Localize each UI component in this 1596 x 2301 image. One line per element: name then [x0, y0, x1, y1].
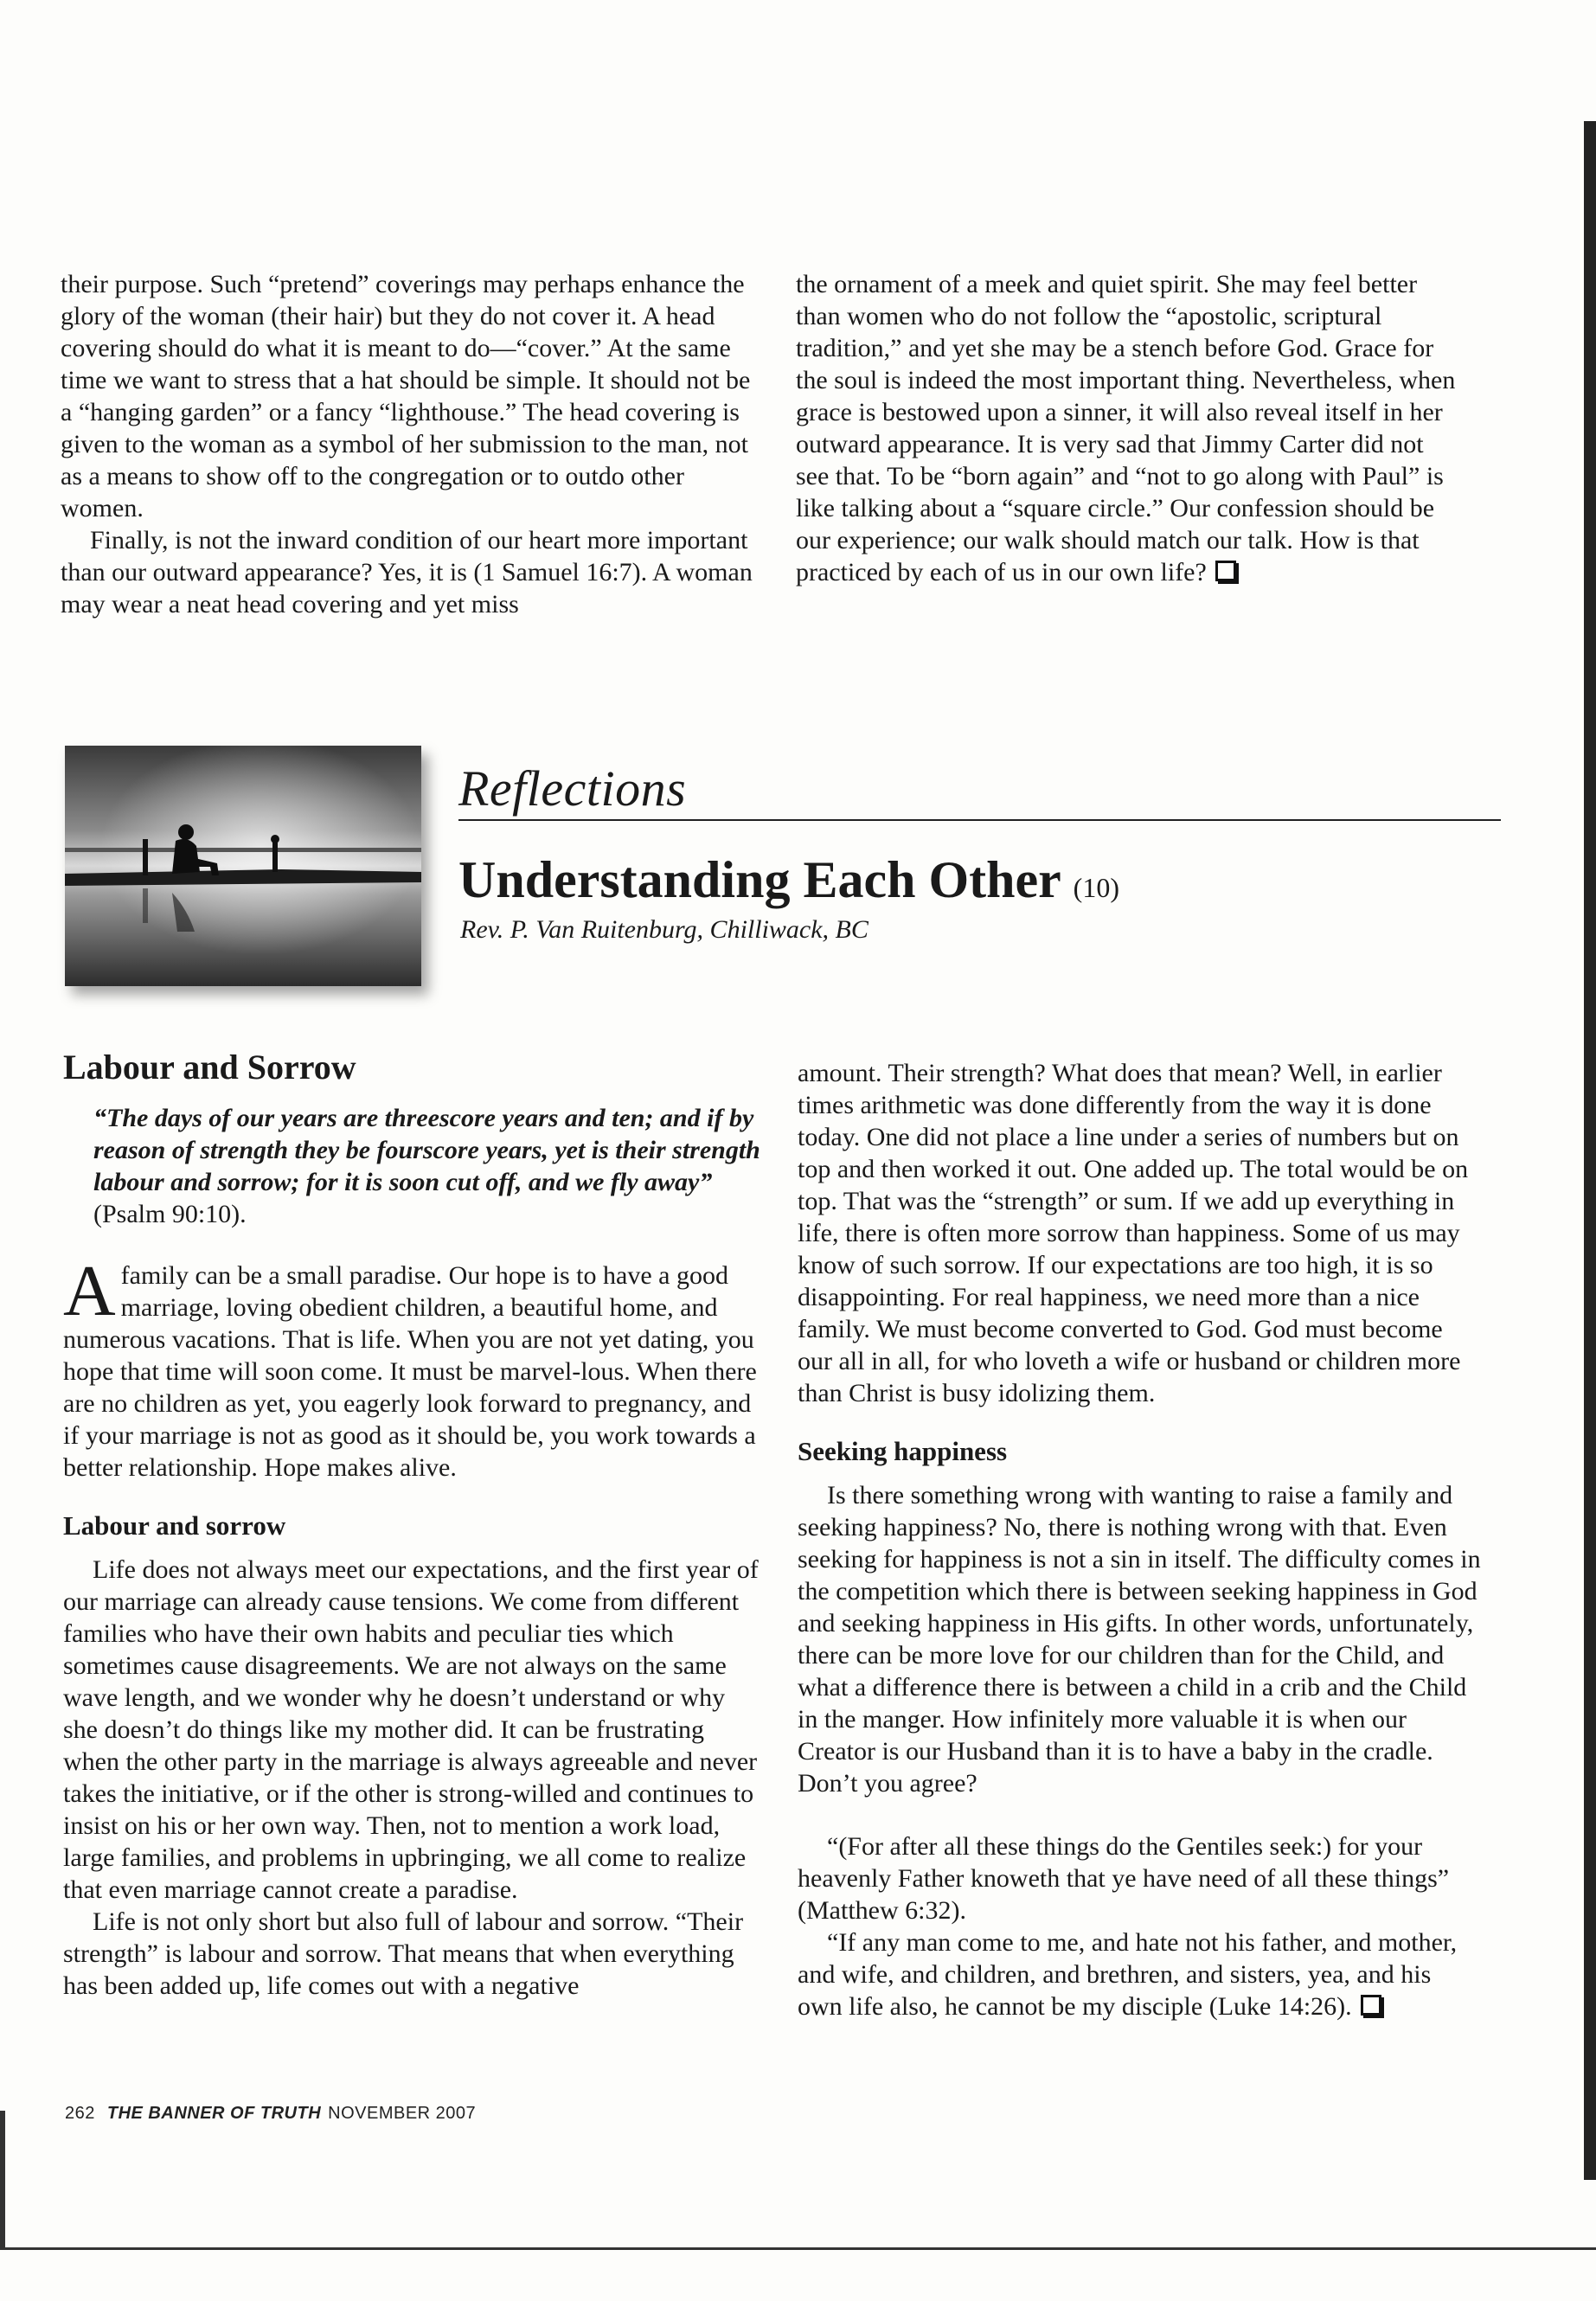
article-part-number: (10) — [1073, 872, 1119, 903]
man-on-pier-photo — [65, 746, 421, 986]
magazine-name: THE BANNER OF TRUTH — [106, 2104, 322, 2123]
subheading-labour-and-sorrow: Labour and sorrow — [63, 1510, 286, 1541]
scripture-quote-text: “If any man come to me, and hate not his father, and mother, and wife, and children, and brethren, and sisters, yea, and his own life also, he cannot be my disciple (Luke 14:26). — [798, 1928, 1458, 2021]
drop-cap: A — [63, 1251, 116, 1331]
section-title: Labour and Sorrow — [63, 1048, 356, 1086]
header-rule — [458, 819, 1501, 821]
page-edge-left — [0, 2111, 5, 2249]
end-of-article-icon — [1361, 1995, 1381, 2016]
scripture-quote — [798, 1926, 1481, 2022]
page-edge-right — [1584, 121, 1596, 2180]
paragraph: Is there something wrong with wanting to raise a family and seeking happiness? No, there is nothing wrong with that. Even seeking for happiness is not a sin in itself. The difficulty comes in the competition which there is between seeking happiness in God and seeking happiness in His gifts. In other words, unfortunately, there can be more love for our children than for the Child, and what a difference there is between a child in a crib and the Child in the manger. How infinitely more valuable it is when our Creator is our Husband than it is to have a baby in the cradle. Don’t you agree? — [798, 1481, 1481, 1798]
scripture-quote: “(For after all these things do the Gentiles seek:) for your heavenly Father knoweth that ye have need of all these things” (Matthew 6:32). — [798, 1832, 1450, 1925]
page-edge-bottom — [0, 2247, 1596, 2250]
paragraph: Life does not always meet our expectations, and the first year of our marriage can already cause tensions. We come from different families who have their own habits and peculiar ties which sometimes cause disagreements. We are not always on the same wave length, and we wonder why he doesn’t understand or why she doesn’t do things like my mother did. It can be frustrating when the other party in the marriage is always agreeable and never takes the initiative, or if the other is strong-willed and continues to insist on his or her own way. Then, not to mention a work load, large families, and problems in upbringing, we all come to realize that even marriage cannot create a paradise. — [63, 1555, 759, 1904]
subheading-seeking-happiness: Seeking happiness — [798, 1436, 1008, 1466]
page-number: 262 — [65, 2104, 95, 2123]
article-column-left — [63, 1048, 766, 2002]
author-byline: Rev. P. Van Ruitenburg, Chilliwack, BC — [460, 915, 869, 944]
end-of-article-icon — [1215, 561, 1236, 581]
article-title-text: Understanding Each Other — [458, 851, 1061, 908]
page-footer — [65, 2104, 476, 2124]
epigraph-text: “The days of our years are threescore years and ten; and if by reason of strength they be fourscore years, yet is their strength labour and sorrow; for it is soon cut off, and we fly away” — [93, 1104, 760, 1196]
paragraph — [796, 268, 1462, 588]
intro-text: family can be a small paradise. Our hope is to have a good marriage, loving obedient children, a beautiful home, and numerous vacations. That is life. When you are not yet dating, you hope that time will soon come. It must be marvel-lous. When there are no children as yet, you eagerly look forward to pregnancy, and if your marriage is not as good as it should be, you work towards a better relationship. Hope makes alive. — [63, 1261, 757, 1482]
intro-paragraph — [63, 1251, 766, 1484]
paragraph: Life is not only short but also full of labour and sorrow. “Their strength” is labour and sorrow. That means that when everything has been added up, life comes out with a negative — [63, 1907, 744, 2000]
paragraph: their purpose. Such “pretend” coverings may perhaps enhance the glory of the woman (their hair) but they do not cover it. A head covering should do what it is meant to do—“cover.” At the same time we want to stress that a hat should be simple. It should not be a “hanging garden” or a fancy “lighthouse.” The head covering is given to the woman as a symbol of her submission to the man, not as a means to show off to the congregation or to outdo other women. — [61, 270, 751, 522]
epigraph — [63, 1102, 766, 1230]
paragraph: amount. Their strength? What does that mean? Well, in earlier times arithmetic was done differently from the way it is done today. One did not place a line under a series of numbers but on top and then worked it out. One added up. The total would be on top. That was the “strength” or sum. If we add up everything in life, there is often more sorrow than happiness. Some of us may know of such sorrow. If our expectations are too high, it is so disappointing. For real happiness, we need more than a nice family. We must become converted to God. God must become our all in all, for who loveth a wife or husband or children more than Christ is busy idolizing them. — [798, 1059, 1469, 1407]
paragraph: Finally, is not the inward condition of our heart more important than our outward appearance? Yes, it is (1 Samuel 16:7). A woman may wear a neat head covering and yet miss — [61, 526, 753, 619]
article-column-right — [798, 1057, 1481, 2022]
issue-date: NOVEMBER 2007 — [328, 2104, 477, 2123]
article-title — [458, 850, 1119, 910]
epigraph-reference: (Psalm 90:10). — [93, 1200, 247, 1228]
header-photo — [65, 746, 421, 986]
continued-text-left — [61, 268, 763, 620]
column-name: Reflections — [458, 760, 687, 817]
paragraph-text: the ornament of a meek and quiet spirit. She may feel better than women who do not follow the “apostolic, scriptural tradition,” and yet she may be a stench before God. Grace for the soul is indeed the most important thing. Nevertheless, when grace is bestowed upon a sinner, it will also reveal itself in her outward appearance. It is very sad that Jimmy Carter did not see that. To be “born again” and “not to go along with Paul” is like talking about a “square circle.” Our confession should be our experience; our walk should match our talk. How is that practiced by each of us in our own life? — [796, 270, 1456, 586]
continued-text-right — [796, 268, 1462, 588]
